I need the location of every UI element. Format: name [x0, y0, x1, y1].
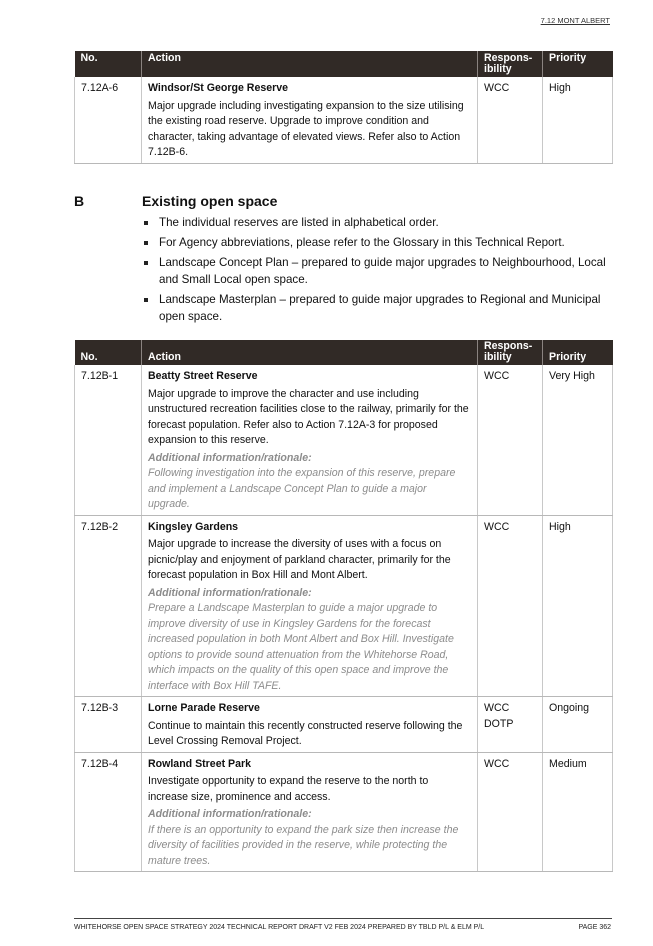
rationale-text: Prepare a Landscape Masterplan to guide a major upgrade to improve diversity of use in Kingsley Gardens for the forecast increased population in both Mont Albert and Box Hill. Investigate options to provide sound attenuation from the Whitehorse Road, which impacts on the quality of this open space and improve the interface with Box Hill TAFE. — [148, 602, 454, 692]
header-priority: Priority — [543, 51, 613, 77]
table-row — [75, 697, 613, 753]
header-responsibility: Respons-ibility — [478, 340, 543, 365]
list-item: The individual reserves are listed in alphabetical order. — [142, 214, 617, 231]
responsibility-cell — [478, 697, 543, 753]
reserve-name: Kingsley Gardens — [148, 520, 239, 533]
responsibility-cell: WCC — [478, 752, 543, 872]
action-cell — [142, 515, 478, 697]
reserve-name: Beatty Street Reserve — [148, 370, 258, 382]
header-priority: Priority — [543, 340, 613, 365]
rationale-text: If there is an opportunity to expand the park size then increase the diversity of facilities provided in the reserve, while protecting the mature trees. — [148, 823, 459, 867]
table-row — [75, 515, 613, 697]
action-description: Continue to maintain this recently constructed reserve following the Level Crossing Removal Project. — [148, 719, 463, 747]
action-number: 7.12B-1 — [75, 365, 142, 515]
responsibility-cell: WCC — [478, 365, 543, 515]
list-item: For Agency abbreviations, please refer to the Glossary in this Technical Report. — [142, 234, 617, 251]
footer-document-info: WHITEHORSE OPEN SPACE STRATEGY 2024 TECHNICAL REPORT DRAFT V2 FEB 2024 PREPARED BY TBLD P/L & ELM P/L — [74, 924, 485, 931]
rationale-text: Following investigation into the expansion of this reserve, prepare and implement a Landscape Concept Plan to guide a major upgrade. — [148, 467, 456, 510]
table-header-row — [75, 340, 613, 365]
responsibility-cell: WCC — [478, 515, 543, 697]
reserve-name: Rowland Street Park — [148, 757, 252, 770]
action-description: Major upgrade to increase the diversity of uses with a focus on picnic/play and enjoyment of parkland character, primarily for the forecast population in Box Hill and Mont Albert. — [148, 538, 451, 581]
rationale-heading: Additional information/rationale: — [148, 451, 312, 464]
priority-cell: Very High — [543, 365, 613, 515]
page-number: PAGE 362 — [578, 924, 611, 931]
list-item: Landscape Masterplan – prepared to guide major upgrades to Regional and Municipal open space. — [142, 291, 617, 325]
responsibility-primary: WCC — [484, 702, 510, 714]
section-title: Existing open space — [142, 193, 278, 209]
reserve-name: Windsor/St George Reserve — [148, 82, 289, 94]
header-no: No. — [75, 340, 142, 365]
footer-divider — [74, 918, 612, 919]
responsibility-secondary: DOTP — [484, 717, 514, 730]
rationale-heading: Additional information/rationale: — [148, 808, 312, 820]
responsibility-cell: WCC — [478, 77, 543, 163]
priority-cell: High — [543, 77, 613, 163]
list-item: Landscape Concept Plan – prepared to guide major upgrades to Neighbourhood, Local and Small Local open space. — [142, 254, 617, 288]
action-number: 7.12B-3 — [75, 697, 142, 753]
action-description: Major upgrade to improve the character and use including unstructured recreation facilities close to the railway, primarily for the forecast population. Refer also to Action 7.12A-3 for proposed expansion to this reserve. — [148, 387, 469, 446]
action-cell — [142, 365, 478, 515]
priority-cell: Medium — [543, 752, 613, 872]
action-cell — [142, 752, 478, 872]
action-table-b — [74, 340, 613, 872]
action-number: 7.12A-6 — [75, 77, 142, 163]
rationale-heading: Additional information/rationale: — [148, 586, 312, 599]
table-row — [75, 77, 613, 163]
header-action: Action — [142, 51, 478, 77]
reserve-name: Lorne Parade Reserve — [148, 702, 260, 714]
bullet-list — [142, 214, 617, 328]
action-number: 7.12B-2 — [75, 515, 142, 697]
action-description: Investigate opportunity to expand the reserve to the north to increase size, prominence and access. — [148, 775, 429, 803]
action-cell — [142, 77, 478, 163]
table-row — [75, 752, 613, 872]
action-table-a — [74, 51, 613, 164]
header-action: Action — [142, 340, 478, 365]
priority-cell: High — [543, 515, 613, 697]
header-responsibility: Respons-ibility — [478, 51, 543, 77]
priority-cell: Ongoing — [543, 697, 613, 753]
header-no: No. — [75, 51, 142, 77]
section-letter: B — [74, 193, 85, 209]
action-number: 7.12B-4 — [75, 752, 142, 872]
section-reference: 7.12 MONT ALBERT — [540, 16, 610, 25]
table-header-row — [75, 51, 613, 77]
table-row — [75, 365, 613, 515]
action-cell — [142, 697, 478, 753]
action-description: Major upgrade including investigating expansion to the size utilising the existing road reserve. Upgrade to improve condition and character, taking advantage of elevated views. Refer also to Action 7.12B-6. — [148, 99, 464, 158]
